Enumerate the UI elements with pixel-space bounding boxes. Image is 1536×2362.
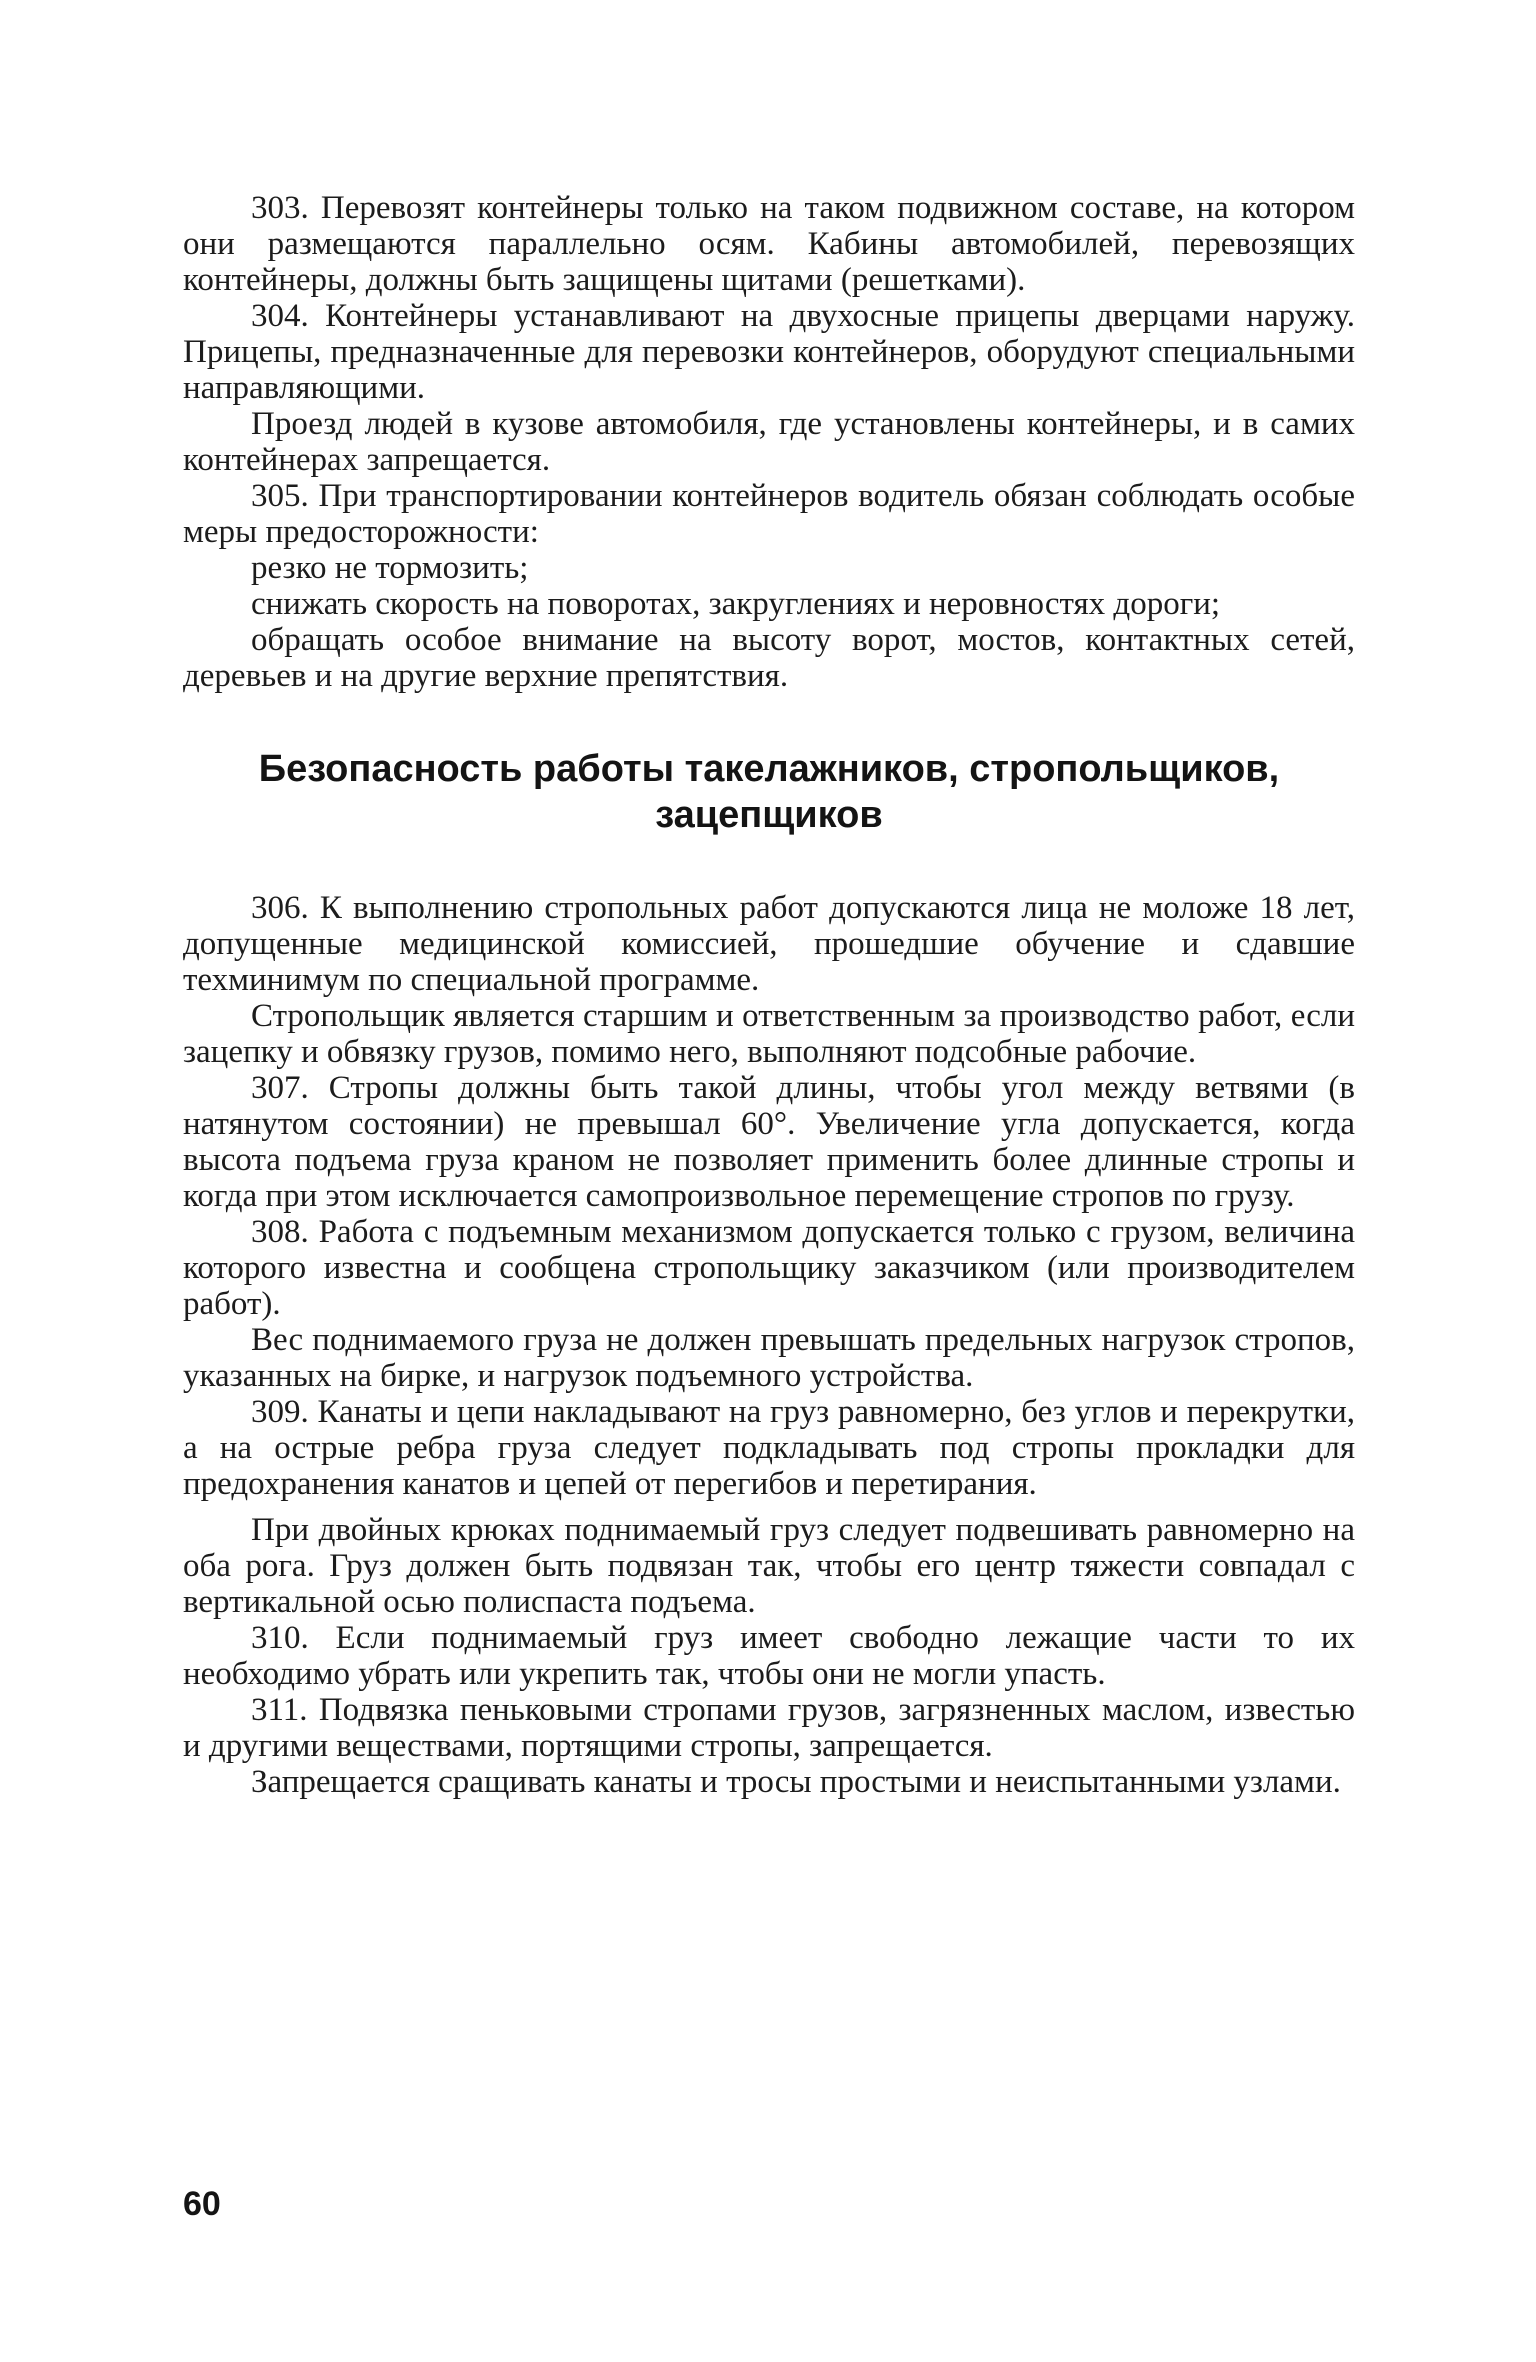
paragraph-double-hooks: При двойных крюках поднимаемый груз следует подвешивать равномерно на оба рога. Груз должен быть подвязан так, чтобы его центр тяжести совпадал с вертикальной осью полиспаста подъема.	[183, 1512, 1355, 1620]
paragraph-308: 308. Работа с подъемным механизмом допускается только с грузом, величина которого известна и сообщена стропольщику заказчиком (или производителем работ).	[183, 1214, 1355, 1322]
paragraph-311: 311. Подвязка пеньковыми стропами грузов, загрязненных маслом, известью и другими веществами, портящими стропы, запрещается.	[183, 1692, 1355, 1764]
page-body	[183, 190, 1355, 1800]
paragraph-slinger-senior: Стропольщик является старшим и ответственным за производство работ, если зацепку и обвязку грузов, помимо него, выполняют подсобные рабочие.	[183, 998, 1355, 1070]
paragraph-307: 307. Стропы должны быть такой длины, чтобы угол между ветвями (в натянутом состоянии) не превышал 60°. Увеличение угла допускается, когда высота подъема груза краном не позволяет применить более длинные стропы и когда при этом исключается самопроизвольное перемещение стропов по грузу.	[183, 1070, 1355, 1214]
paragraph-load-weight: Вес поднимаемого груза не должен превышать предельных нагрузок стропов, указанных на бирке, и нагрузок подъемного устройства.	[183, 1322, 1355, 1394]
paragraph-passenger-ban: Проезд людей в кузове автомобиля, где установлены контейнеры, и в самих контейнерах запрещается.	[183, 406, 1355, 478]
list-item-speed: снижать скорость на поворотах, закруглениях и неровностях дороги;	[251, 586, 1221, 622]
page-number: 60	[183, 2185, 221, 2223]
paragraph-309: 309. Канаты и цепи накладывают на груз равномерно, без углов и перекрутки, а на острые ребра груза следует подкладывать под стропы прокладки для предохранения канатов и цепей от перегибов и перетирания.	[183, 1394, 1355, 1502]
paragraph-305: 305. При транспортировании контейнеров водитель обязан соблюдать особые меры предосторожности:	[183, 478, 1355, 550]
paragraph-splicing-ban: Запрещается сращивать канаты и тросы простыми и неиспытанными узлами.	[251, 1764, 1341, 1800]
list-item-clearance: обращать особое внимание на высоту ворот, мостов, контактных сетей, деревьев и на другие верхние препятствия.	[183, 622, 1355, 694]
section-heading: Безопасность работы такелажников, стропольщиков, зацепщиков	[258, 748, 1280, 836]
paragraph-306: 306. К выполнению стропольных работ допускаются лица не моложе 18 лет, допущенные медицинской комиссией, прошедшие обучение и сдавшие техминимум по специальной программе.	[183, 890, 1355, 998]
paragraph-310: 310. Если поднимаемый груз имеет свободно лежащие части то их необходимо убрать или укрепить так, чтобы они не могли упасть.	[183, 1620, 1355, 1692]
paragraph-304: 304. Контейнеры устанавливают на двухосные прицепы дверцами наружу. Прицепы, предназначенные для перевозки контейнеров, оборудуют специальными направляющими.	[183, 298, 1355, 406]
paragraph-303: 303. Перевозят контейнеры только на таком подвижном составе, на котором они размещаются параллельно осям. Кабины автомобилей, перевозящих контейнеры, должны быть защищены щитами (решетками).	[183, 190, 1355, 298]
list-item-braking: резко не тормозить;	[251, 550, 529, 586]
